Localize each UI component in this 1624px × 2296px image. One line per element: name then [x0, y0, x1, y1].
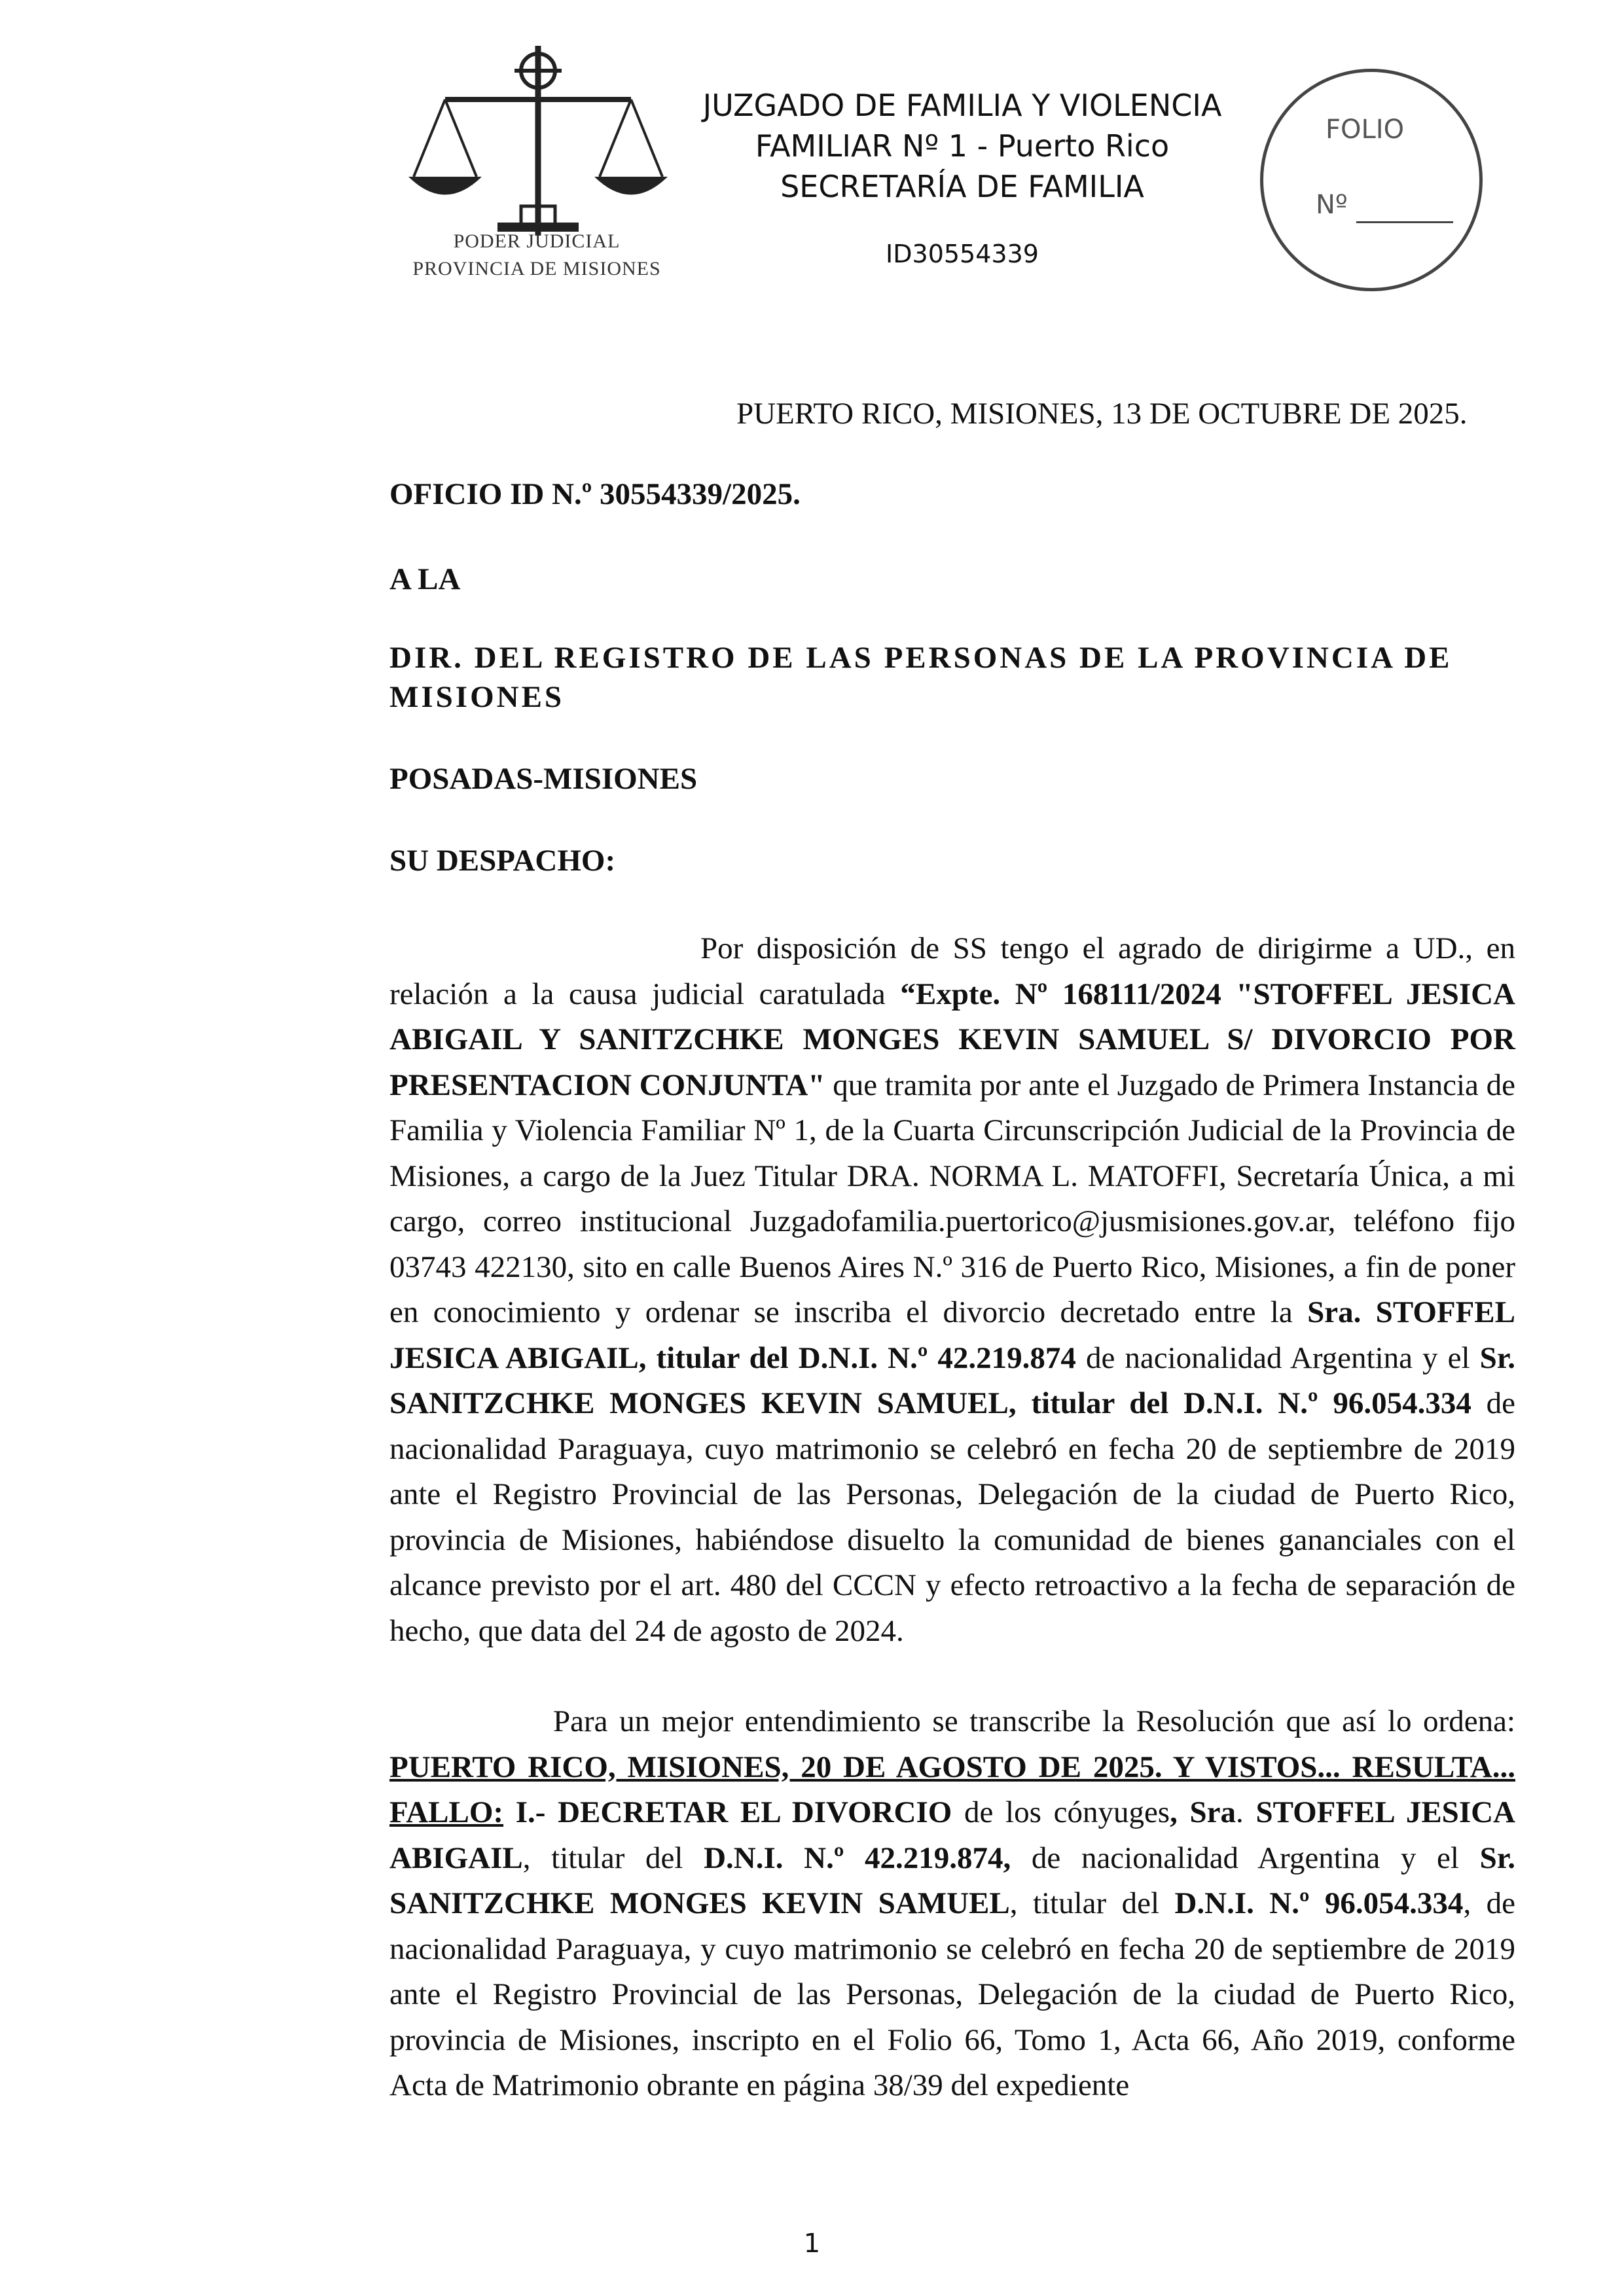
court-header — [668, 85, 1257, 207]
folio-label: FOLIO — [1326, 115, 1405, 145]
court-line-1: JUZGADO DE FAMILIA Y VIOLENCIA — [702, 88, 1222, 123]
p1-case-title: “Expte. Nº 168111/2024 "STOFFEL JESICA ABIGAIL Y SANITZCHKE MONGES KEVIN SAMUEL S/ DIVORCIO POR PRESENTACION CONJUNTA" — [389, 977, 1515, 1102]
court-line-2: FAMILIAR Nº 1 - Puerto Rico — [755, 128, 1170, 164]
date-line: PUERTO RICO, MISIONES, 13 DE OCTUBRE DE 2025. — [736, 397, 1468, 431]
recipient-location: POSADAS-MISIONES — [389, 762, 698, 796]
p2-text-6: , titular del — [1009, 1886, 1175, 1920]
p2-dni-2: D.N.I. N.º 96.054.334 — [1174, 1886, 1464, 1920]
p1-text-2: que tramita por ante el Juzgado de Primera Instancia de Familia y Violencia Familiar Nº 1, de la Cuarta Circunscripción Judicial de la Provincia de Misiones, a cargo de la Juez Titular DRA. NORMA L. MATOFFI, Secretaría Única, a mi cargo, correo institucional Juzgadofamilia.puertorico@jusmisiones.gov.ar, teléfono fijo 03743 422130, sito en calle Buenos Aires N.º 316 de Puerto Rico, Misiones, a fin de poner en conocimiento y ordenar se inscriba el divorcio decretado entre la — [389, 1067, 1515, 1329]
p2-resolution-heading: PUERTO RICO, MISIONES, 20 DE AGOSTO DE 2025. Y VISTOS... RESULTA... FALLO: — [389, 1749, 1515, 1829]
p1-text-3: de nacionalidad Argentina y el — [1075, 1340, 1480, 1375]
p2-text-7: , de nacionalidad Paraguaya, y cuyo matrimonio se celebró en fecha 20 de septiembre de 2019 ante el Registro Provincial de las Personas, Delegación de la ciudad de Puerto Rico, provincia de Misiones, inscripto en el Folio 66, Tomo 1, Acta 66, Año 2019, conforme Acta de Matrimonio obrante en página 38/39 del expediente — [389, 1886, 1515, 2102]
body-text — [389, 926, 1515, 2109]
oficio-number: OFICIO ID N.º 30554339/2025. — [389, 477, 801, 511]
folio-number-blank — [1356, 221, 1453, 223]
recipient: DIR. DEL REGISTRO DE LAS PERSONAS DE LA PROVINCIA DE MISIONES — [389, 641, 1453, 714]
logo-caption — [393, 228, 681, 283]
p2-text-4: , titular del — [522, 1840, 704, 1875]
court-line-3: SECRETARÍA DE FAMILIA — [780, 169, 1144, 204]
paragraph-1 — [389, 926, 1515, 1654]
logo-caption-line-1: PODER JUDICIAL — [453, 230, 621, 252]
p2-party-2: Sr. SANITZCHKE MONGES KEVIN SAMUEL — [389, 1840, 1515, 1920]
a-la: A LA — [389, 562, 461, 596]
p1-text-4: de nacionalidad Paraguaya, cuyo matrimonio se celebró en fecha 20 de septiembre de 2019 ante el Registro Provincial de las Personas, Delegación de la ciudad de Puerto Rico, provincia de Misiones, habiéndose disuelto la comunidad de bienes gananciales con el alcance previsto por el art. 480 del CCCN y efecto retroactivo a la fecha de separación de hecho, que data del 24 de agosto de 2024. — [389, 1386, 1515, 1648]
p2-decree: I.- DECRETAR EL DIVORCIO — [503, 1795, 952, 1829]
p1-party-1: Sra. STOFFEL JESICA ABIGAIL, titular del D.N.I. N.º 42.219.874 — [389, 1295, 1515, 1375]
p2-text-3: . — [1236, 1795, 1256, 1829]
p2-party-1: STOFFEL JESICA ABIGAIL — [389, 1795, 1515, 1875]
p2-text-1: Para un mejor entendimiento se transcribe la Resolución que así lo ordena: — [553, 1704, 1515, 1738]
p1-party-2: Sr. SANITZCHKE MONGES KEVIN SAMUEL, titular del D.N.I. N.º 96.054.334 — [389, 1340, 1515, 1420]
su-despacho: SU DESPACHO: — [389, 844, 616, 878]
page-number: 1 — [803, 2229, 821, 2259]
p1-text-1: Por disposición de SS tengo el agrado de dirigirme a UD., en relación a la causa judicial caratulada — [389, 931, 1515, 1011]
document-id: ID30554339 — [886, 240, 1039, 268]
paragraph-2 — [389, 1699, 1515, 2109]
logo-caption-line-2: PROVINCIA DE MISIONES — [412, 258, 661, 279]
folio-number-label: Nº — [1316, 190, 1348, 220]
p2-sra: , Sra — [1170, 1795, 1236, 1829]
p2-text-2: de los cónyuges — [952, 1795, 1170, 1829]
p2-dni-1: D.N.I. N.º 42.219.874, — [704, 1840, 1011, 1875]
folio-stamp-icon — [1260, 69, 1483, 291]
p2-text-5: de nacionalidad Argentina y el — [1011, 1840, 1480, 1875]
